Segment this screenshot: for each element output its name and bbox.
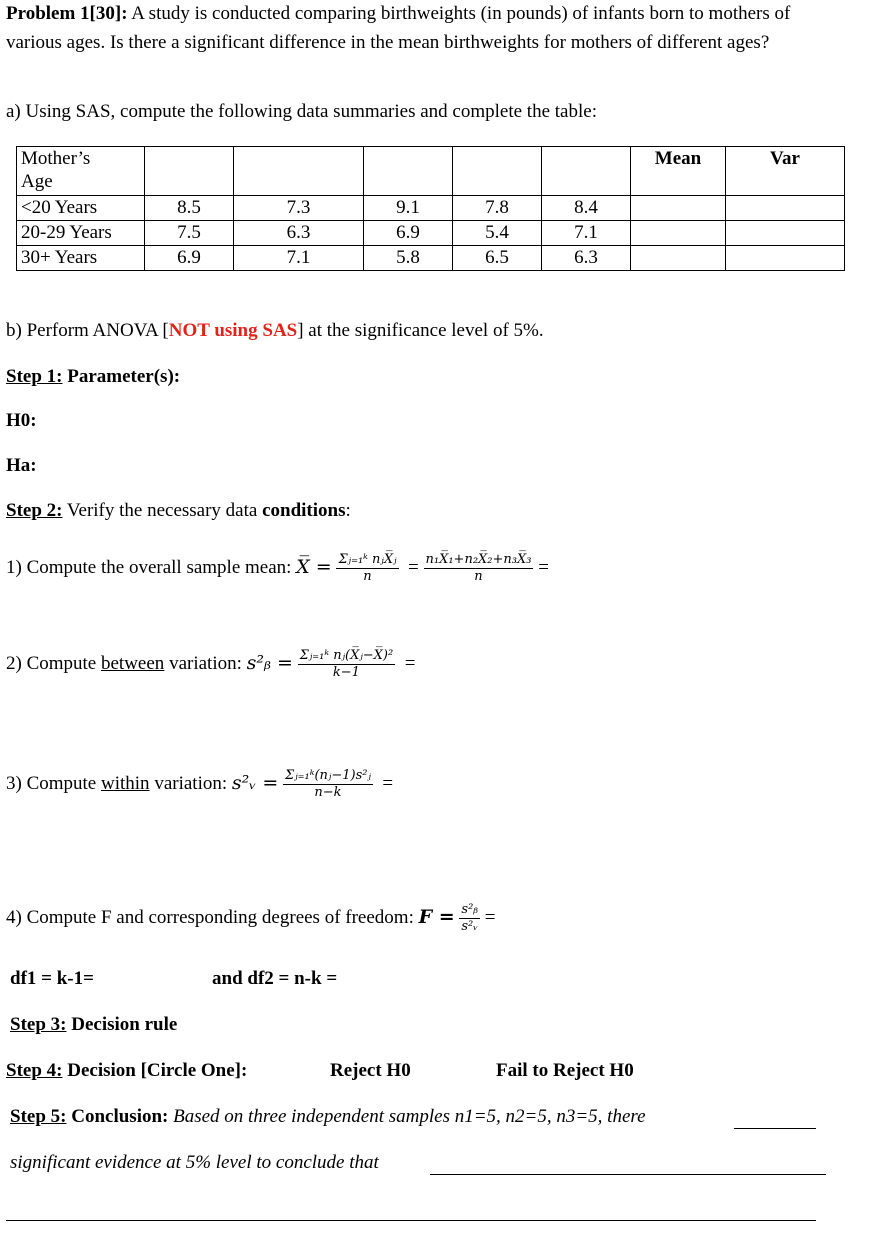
- var-cell[interactable]: [726, 196, 845, 221]
- row-label: 30+ Years: [17, 246, 145, 271]
- table-cell: [542, 147, 631, 196]
- table-cell: 6.9: [145, 246, 234, 271]
- step5: Step 5: Conclusion: Based on three independent samples n1=5, n2=5, n3=5, there: [10, 1106, 646, 1127]
- table-cell: [453, 147, 542, 196]
- table-cell: [234, 147, 364, 196]
- table-cell: 5.4: [453, 221, 542, 246]
- table-header-row: [17, 147, 845, 196]
- data-summary-table: [16, 146, 845, 271]
- table-cell: 8.5: [145, 196, 234, 221]
- table-cell: [364, 147, 453, 196]
- blank-there[interactable]: [734, 1108, 816, 1129]
- q2-between-variation: 2) Compute between variation: s²ᵦ = $\frac{\text{Σⱼ₌₁ᵏ nⱼ(X̅ⱼ−X̅)²}}{k-1}$ =: [6, 648, 416, 680]
- problem-statement: [6, 0, 846, 57]
- part-a-text: a) Using SAS, compute the following data summaries and complete the table:: [6, 101, 597, 122]
- q1-overall-mean: 1) Compute the overall sample mean: X̅ = $\frac{\text{Σⱼ₌₁ᵏ nⱼX̅ⱼ}}{n}$ = $\frac{\text{n₁X̅₁+n₂X̅₂+n₃X̅₃}}{n}$ =: [6, 552, 549, 584]
- table-cell: [145, 147, 234, 196]
- not-using-sas: NOT using SAS: [168, 320, 298, 341]
- blank-conclusion[interactable]: [430, 1154, 826, 1175]
- var-cell[interactable]: [726, 221, 845, 246]
- mean-cell[interactable]: [631, 196, 726, 221]
- table-row: [17, 196, 845, 221]
- q4-f-statistic: 4) Compute F and corresponding degrees of freedom: F = $\frac{\text{s²ᵦ}}{\text{s²ᵥ}}$ =: [6, 902, 496, 934]
- header-var: Var: [726, 147, 845, 196]
- table-row: [17, 246, 845, 271]
- fail-to-reject-h0-option[interactable]: Fail to Reject H0: [496, 1060, 634, 1081]
- table-cell: 7.5: [145, 221, 234, 246]
- step3: Step 3: Decision rule: [10, 1014, 178, 1035]
- problem-text: A study is conducted comparing birthweights (in pounds) of infants born to mothers of various ages. Is there a significant difference in the mean birthweights for mothers of different ages?: [6, 3, 791, 53]
- part-b-text: b) Perform ANOVA [NOT using SAS] at the significance level of 5%.: [6, 320, 544, 341]
- problem-label: Problem 1[30]:: [6, 3, 128, 24]
- table-cell: 6.3: [542, 246, 631, 271]
- step4: Step 4: Decision [Circle One]:: [6, 1060, 248, 1081]
- table-cell: 8.4: [542, 196, 631, 221]
- step5-line2: significant evidence at 5% level to conclude that: [10, 1152, 379, 1173]
- var-cell[interactable]: [726, 246, 845, 271]
- table-cell: 7.3: [234, 196, 364, 221]
- reject-h0-option[interactable]: Reject H0: [330, 1060, 411, 1081]
- table-cell: 7.1: [234, 246, 364, 271]
- table-cell: 5.8: [364, 246, 453, 271]
- header-age: Mother’s Age: [17, 147, 145, 196]
- df2-label: and df2 = n-k =: [212, 968, 338, 989]
- row-label: 20-29 Years: [17, 221, 145, 246]
- mean-cell[interactable]: [631, 221, 726, 246]
- table-row: [17, 221, 845, 246]
- table-cell: 7.8: [453, 196, 542, 221]
- df1-label: df1 = k-1=: [10, 968, 94, 989]
- step2: Step 2: Verify the necessary data conditions:: [6, 500, 351, 521]
- blank-conclusion-line2[interactable]: [6, 1200, 816, 1221]
- mean-cell[interactable]: [631, 246, 726, 271]
- table-cell: 9.1: [364, 196, 453, 221]
- q3-within-variation: 3) Compute within variation: s²ᵥ = $\frac{\text{Σⱼ₌₁ᵏ(nⱼ−1)s²ⱼ}}{n-k}$ =: [6, 768, 394, 800]
- h0-label: H0:: [6, 410, 37, 431]
- header-mean: Mean: [631, 147, 726, 196]
- table-cell: 7.1: [542, 221, 631, 246]
- row-label: <20 Years: [17, 196, 145, 221]
- ha-label: Ha:: [6, 455, 37, 476]
- table-cell: 6.5: [453, 246, 542, 271]
- table-cell: 6.3: [234, 221, 364, 246]
- step1: Step 1: Parameter(s):: [6, 366, 181, 387]
- table-cell: 6.9: [364, 221, 453, 246]
